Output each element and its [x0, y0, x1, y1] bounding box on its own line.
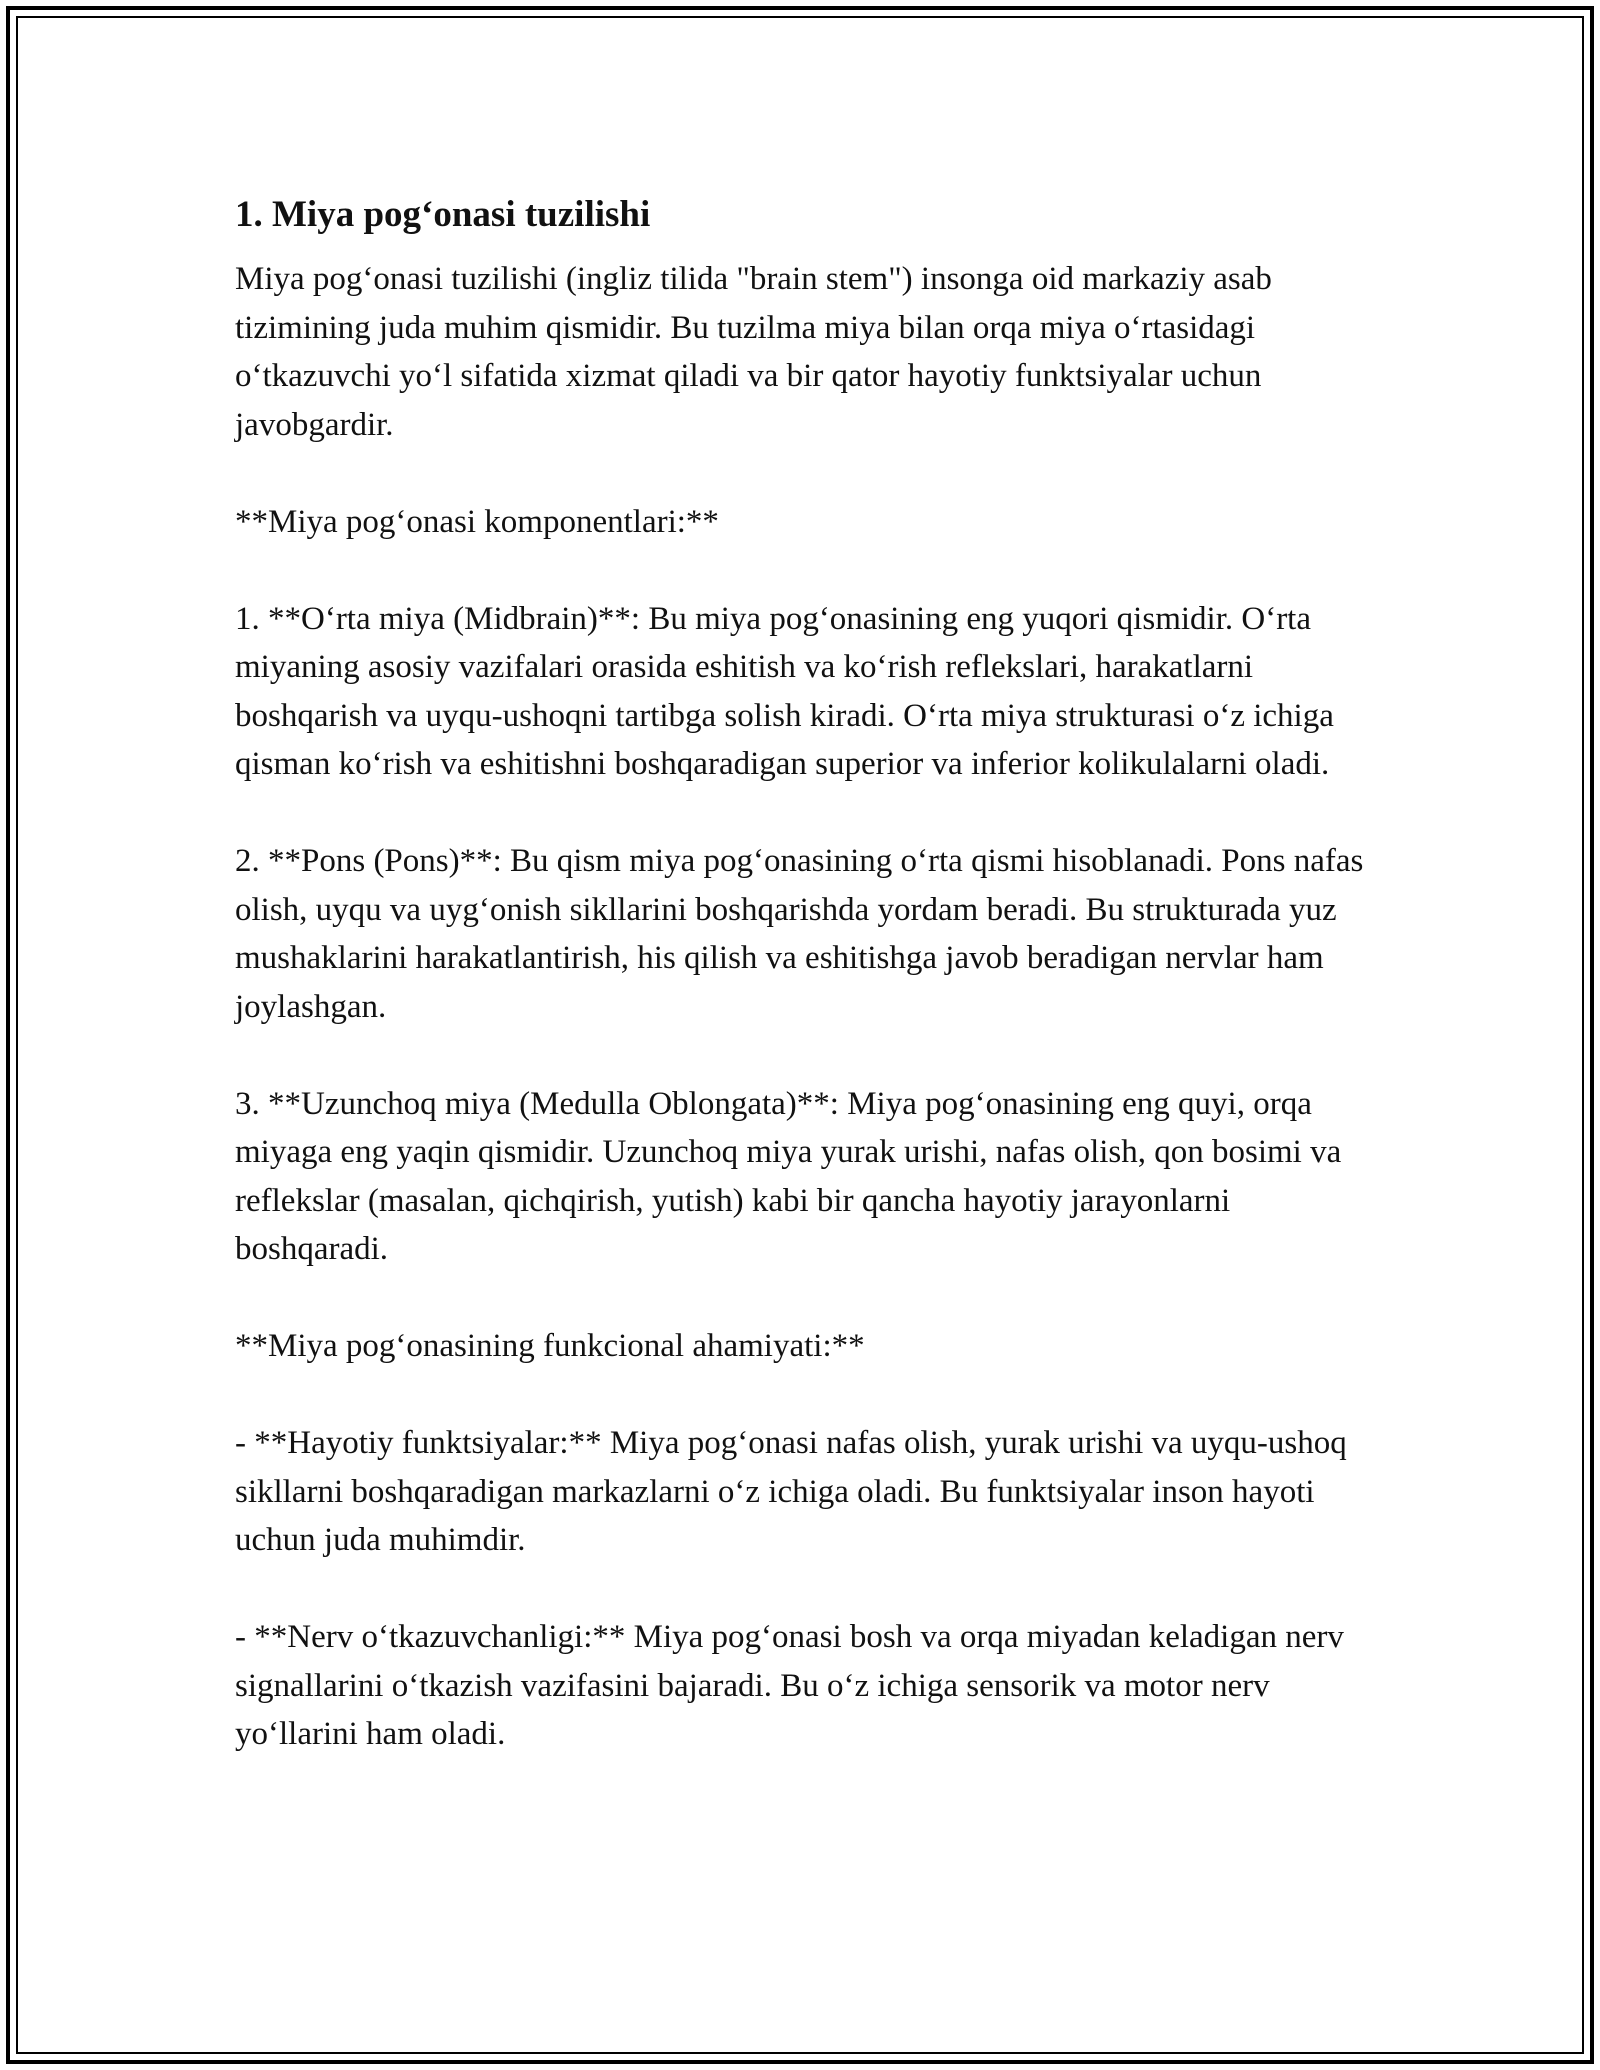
midbrain-paragraph: 1. **O‘rta miya (Midbrain)**: Bu miya pog‘onasining eng yuqori qismidir. O‘rta miyaning asosiy vazifalari orasida eshitish va ko‘rish reflekslari, harakatlarni boshqarish va uyqu-ushoqni tartibga solish kiradi. O‘rta miya strukturasi o‘z ichiga qisman ko‘rish va eshitishni boshqaradigan superior va inferior kolikulalarni oladi. [235, 600, 1334, 782]
vital-functions-paragraph: - **Hayotiy funktsiyalar:** Miya pog‘onasi nafas olish, yurak urishi va uyqu-ushoq sikllarni boshqaradigan markazlarni o‘z ichiga oladi. Bu funktsiyalar inson hayoti uchun juda muhimdir. [235, 1425, 1347, 1558]
nerve-conduction-paragraph: - **Nerv o‘tkazuvchanligi:** Miya pog‘onasi bosh va orqa miyadan keladigan nerv signallarini o‘tkazish vazifasini bajaradi. Bu o‘z ichiga sensorik va motor nerv yo‘llarini ham oladi. [235, 1619, 1344, 1752]
components-subheading: **Miya pog‘onasi komponentlari:** [235, 503, 719, 540]
document-body [235, 185, 1375, 1807]
section-heading: 1. Miya pog‘onasi tuzilishi [235, 194, 651, 235]
pons-paragraph: 2. **Pons (Pons)**: Bu qism miya pog‘onasining o‘rta qismi hisoblanadi. Pons nafas olish, uyqu va uyg‘onish sikllarini boshqarishda yordam beradi. Bu strukturada yuz mushaklarini harakatlantirish, his qilish va eshitishga javob beradigan nervlar ham joylashgan. [235, 843, 1364, 1025]
functional-subheading: **Miya pog‘onasining funkcional ahamiyati:** [235, 1328, 865, 1364]
intro-paragraph: Miya pog‘onasi tuzilishi (ingliz tilida "brain stem") insonga oid markaziy asab tizimining juda muhim qismidir. Bu tuzilma miya bilan orqa miya o‘rtasidagi o‘tkazuvchi yo‘l sifatida xizmat qiladi va bir qator hayotiy funktsiyalar uchun javobgardir. [235, 261, 1272, 443]
medulla-paragraph: 3. **Uzunchoq miya (Medulla Oblongata)**: Miya pog‘onasining eng quyi, orqa miyaga eng yaqin qismidir. Uzunchoq miya yurak urishi, nafas olish, qon bosimi va reflekslar (masalan, qichqirish, yutish) kabi bir qancha hayotiy jarayonlarni boshqaradi. [235, 1085, 1342, 1267]
